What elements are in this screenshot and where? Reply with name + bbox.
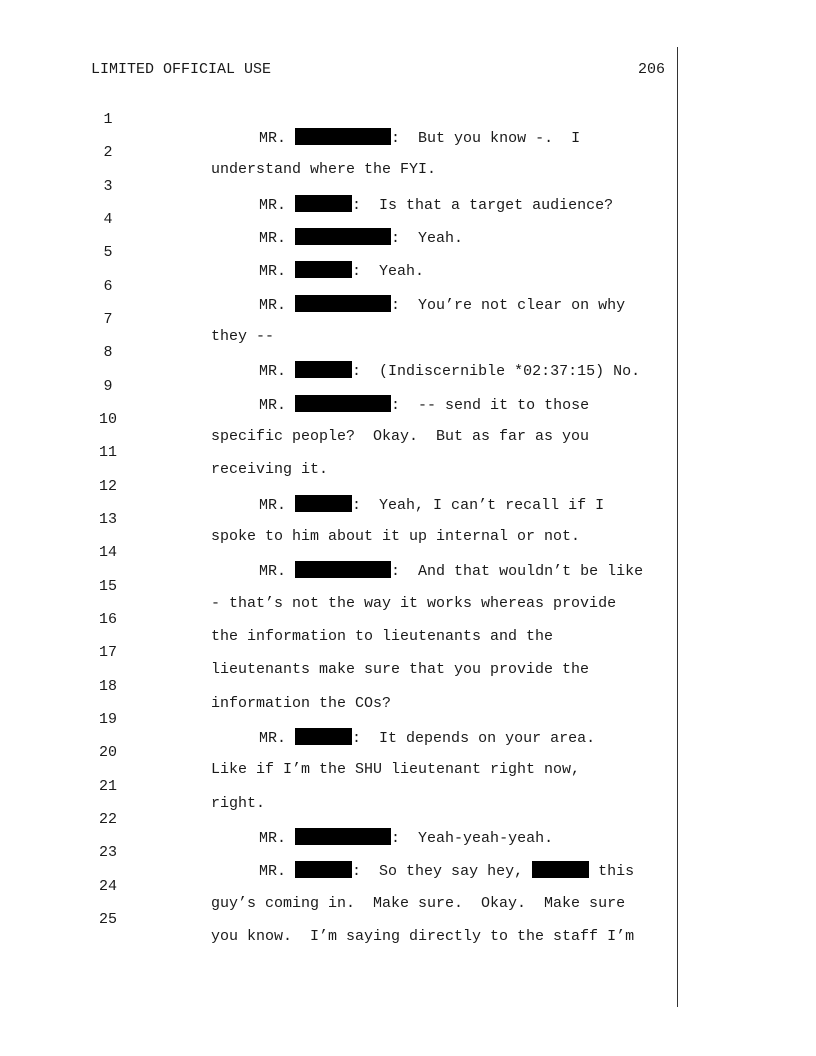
transcript-line — [0, 194, 700, 247]
speaker-title: MR. — [259, 363, 287, 380]
line-number: 9 — [103, 378, 113, 395]
transcript-line — [0, 727, 700, 778]
speaker-separator: : — [352, 730, 362, 747]
speaker-title: MR. — [259, 230, 287, 247]
transcript-line — [0, 661, 700, 712]
page-number: 206 — [638, 61, 666, 78]
transcript-line — [0, 127, 700, 178]
line-number: 14 — [98, 544, 117, 561]
line-number: 5 — [103, 244, 113, 261]
line-number: 7 — [103, 311, 113, 328]
transcript-line — [0, 294, 700, 345]
line-text: they -- — [211, 328, 275, 345]
line-number: 8 — [103, 344, 113, 361]
line-text: lieutenants make sure that you provide the — [211, 661, 590, 678]
line-text: spoke to him about it up internal or not. — [211, 528, 581, 545]
speaker-title: MR. — [259, 563, 287, 580]
transcript-line — [0, 827, 700, 880]
line-number: 19 — [98, 711, 117, 728]
transcript-line — [0, 694, 700, 747]
line-text: specific people? Okay. But as far as you — [211, 428, 590, 445]
transcript-line — [0, 161, 700, 214]
speaker-separator: : — [352, 363, 362, 380]
speaker-separator: : — [391, 830, 401, 847]
speaker-separator: : — [391, 297, 401, 314]
line-number: 21 — [98, 778, 117, 795]
speaker-separator: : — [352, 863, 362, 880]
line-number: 11 — [98, 444, 117, 461]
transcript-line — [0, 427, 700, 478]
spoken-text: (Indiscernible *02:37:15) No. — [361, 363, 641, 380]
transcript-line — [0, 227, 700, 280]
speaker-separator: : — [352, 497, 362, 514]
speaker-separator: : — [391, 563, 401, 580]
transcript-line — [0, 94, 700, 147]
line-text: receiving it. — [211, 461, 329, 478]
line-number: 12 — [98, 478, 117, 495]
spoken-text: You’re not clear on why — [400, 297, 626, 314]
speaker-title: MR. — [259, 197, 287, 214]
transcript-line — [0, 594, 700, 645]
speaker-separator: : — [352, 197, 362, 214]
spoken-text: Yeah, I can’t recall if I — [361, 497, 605, 514]
line-number: 17 — [98, 644, 117, 661]
speaker-title: MR. — [259, 730, 287, 747]
transcript-line — [0, 327, 700, 380]
line-text: - that’s not the way it works whereas provide — [211, 595, 617, 612]
transcript-line — [0, 761, 700, 812]
line-number: 15 — [98, 578, 117, 595]
spoken-text: So they say hey, — [361, 863, 533, 880]
line-text: right. — [211, 795, 266, 812]
spoken-text: Is that a target audience? — [361, 197, 614, 214]
spoken-text: It depends on your area. — [361, 730, 596, 747]
speaker-title: MR. — [259, 130, 287, 147]
line-number: 2 — [103, 144, 113, 161]
line-text: you know. I’m saying directly to the staff I’m — [211, 928, 635, 945]
speaker-separator: : — [391, 397, 401, 414]
line-number: 25 — [98, 911, 117, 928]
spoken-text: But you know -. I — [400, 130, 581, 147]
transcript-line — [0, 261, 700, 314]
speaker-title: MR. — [259, 830, 287, 847]
spoken-text: Yeah-yeah-yeah. — [400, 830, 554, 847]
classification-marking: LIMITED OFFICIAL USE — [91, 61, 272, 78]
spoken-text: Yeah. — [361, 263, 425, 280]
transcript-line — [0, 561, 700, 612]
spoken-text-continued: this — [589, 863, 635, 880]
line-number: 3 — [103, 178, 113, 195]
speaker-title: MR. — [259, 863, 287, 880]
line-number: 18 — [98, 678, 117, 695]
speaker-title: MR. — [259, 497, 287, 514]
line-text: information the COs? — [211, 695, 392, 712]
line-number: 20 — [98, 744, 117, 761]
speaker-separator: : — [391, 230, 401, 247]
line-number: 10 — [98, 411, 117, 428]
speaker-separator: : — [391, 130, 401, 147]
spoken-text: And that wouldn’t be like — [400, 563, 644, 580]
spoken-text: -- send it to those — [400, 397, 590, 414]
speaker-title: MR. — [259, 263, 287, 280]
transcript-line — [0, 794, 700, 847]
transcript-line — [0, 394, 700, 445]
line-number: 24 — [98, 878, 117, 895]
line-text: the information to lieutenants and the — [211, 628, 554, 645]
line-text: Like if I’m the SHU lieutenant right now, — [211, 761, 581, 778]
line-number: 13 — [98, 511, 117, 528]
line-number: 1 — [103, 111, 113, 128]
transcript-line — [0, 527, 700, 580]
speaker-title: MR. — [259, 297, 287, 314]
line-number: 6 — [103, 278, 113, 295]
speaker-separator: : — [352, 263, 362, 280]
speaker-title: MR. — [259, 397, 287, 414]
transcript-line — [0, 861, 700, 912]
transcript-line — [0, 494, 700, 545]
transcript-line — [0, 461, 700, 514]
line-number: 4 — [103, 211, 113, 228]
transcript-line — [0, 627, 700, 678]
transcript-line — [0, 894, 700, 945]
line-text: understand where the FYI. — [211, 161, 437, 178]
line-text: guy’s coming in. Make sure. Okay. Make sure — [211, 895, 626, 912]
line-number: 16 — [98, 611, 117, 628]
spoken-text: Yeah. — [400, 230, 464, 247]
line-number: 22 — [98, 811, 117, 828]
line-number: 23 — [98, 844, 117, 861]
transcript-line — [0, 361, 700, 414]
